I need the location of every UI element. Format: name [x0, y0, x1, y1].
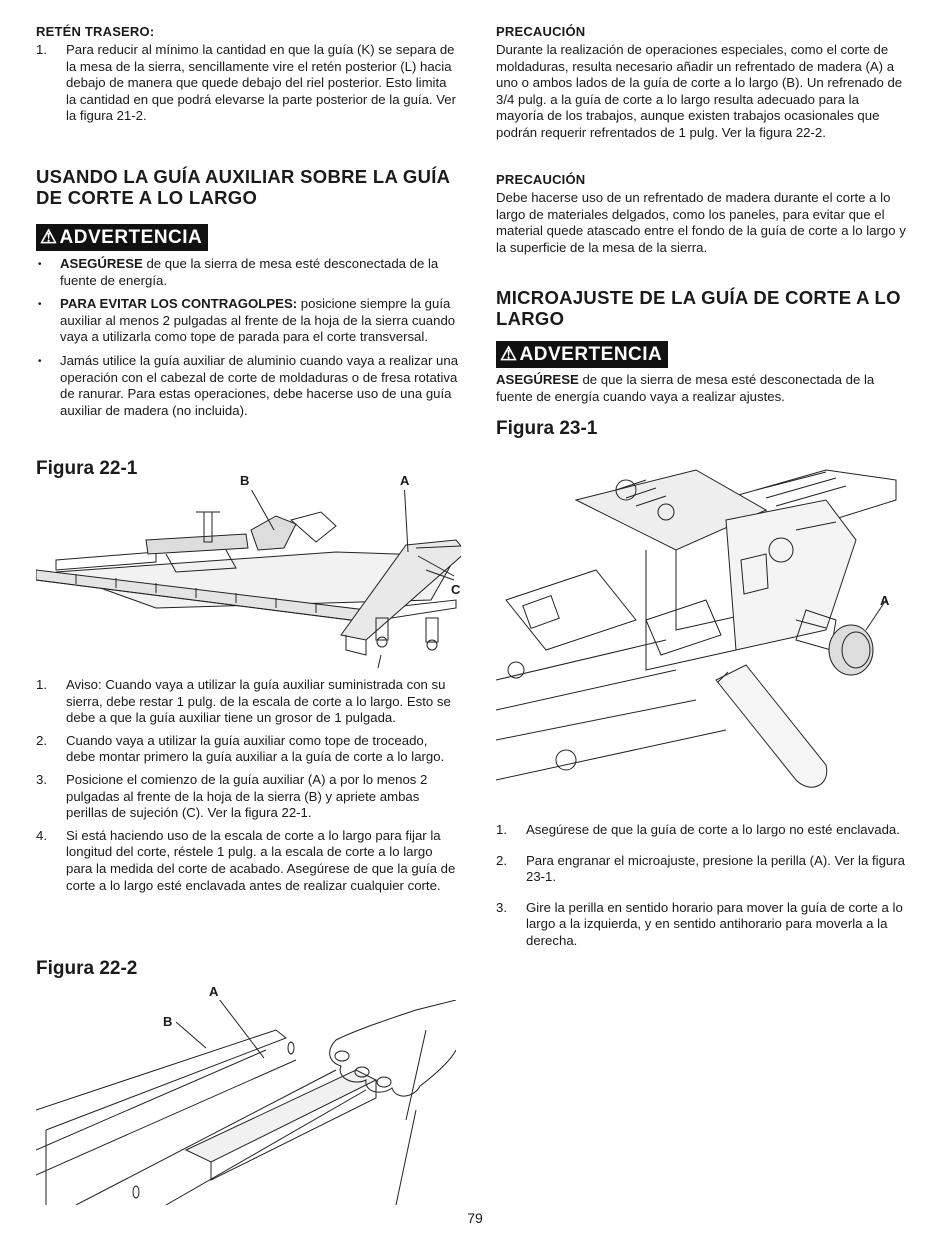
item-text: PARA EVITAR LOS CONTRAGOLPES: posicione siempre la guía auxiliar al menos 2 pulgadas al frente de la hoja de la sierra cuando vaya a utilizarla como tope de parada para el corte transversal. [60, 296, 456, 345]
item-text: Posicione el comienzo de la guía auxiliar (A) a por lo menos 2 pulgadas al frente de la hoja de la sierra (B) y apriete ambas perillas de sujeción (C). Ver la figura 22-1. [66, 771, 428, 821]
list-item [36, 677, 460, 727]
item-text: Para engranar el microajuste, presione la perilla (A). Ver la figura 23-1. [526, 852, 905, 885]
callout-a: A [400, 473, 410, 488]
callout-b: B [163, 1014, 173, 1029]
section-title-guia-auxiliar: USANDO LA GUÍA AUXILIAR SOBRE LA GUÍA DE CORTE A LO LARGO [36, 166, 450, 208]
item-text: Para reducir al mínimo la cantidad en que la guía (K) se separa de la mesa de la sierra, sencillamente vire el retén posterior (L) hacia debajo de manera que quede debajo del riel posterior. Esto limita la cantidad en que podrá elevarse la parte posterior de la guía. Ver la figura 21-2. [66, 42, 457, 124]
callout-a: A [209, 984, 219, 999]
item-text: Aviso: Cuando vaya a utilizar la guía auxiliar suministrada con su sierra, debe restar 1 pulg. de la escala de corte a lo largo. Esto se debe a que la guía auxiliar tiene un grosor de 1 pulgada. [66, 677, 451, 726]
item-number: 2. [36, 732, 47, 748]
warning-banner [496, 341, 668, 368]
warning-text: ASEGÚRESE de que la sierra de mesa esté desconectada de la fuente de energía cuando vaya a realizar ajustes. [496, 372, 875, 404]
warning-label: ADVERTENCIA [519, 344, 663, 365]
bullet-icon: • [38, 355, 42, 367]
bullet-icon: • [38, 299, 42, 311]
list-item [36, 828, 460, 894]
item-number: 1. [36, 42, 47, 57]
item-text: Asegúrese de que la guía de corte a lo largo no esté enclavada. [526, 822, 900, 837]
item-text: ASEGÚRESE de que la sierra de mesa esté desconectada de la fuente de energía. [60, 256, 439, 288]
item-number: 1. [36, 677, 47, 692]
figure-23-1-label: Figura 23-1 [496, 418, 598, 439]
callout-c: C [451, 582, 461, 597]
reten-heading: RETÉN TRASERO: [36, 24, 155, 39]
section-title-microajuste: MICROAJUSTE DE LA GUÍA DE CORTE A LO LARGO [496, 287, 901, 329]
reten-list [36, 42, 460, 125]
list-item [36, 42, 460, 125]
item-text: Gire la perilla en sentido horario para mover la guía de corte a lo largo a la izquierda, y en sentido antihorario para moverla a la derecha. [526, 899, 903, 948]
list-item [36, 353, 460, 419]
warning-triangle-icon: ⚠ [500, 344, 518, 365]
microajuste-steps [496, 822, 906, 950]
caution-text-1: Durante la realización de operaciones especiales, como el corte de moldaduras, resulta necesario añadir un refrentado de madera (A) a uno o ambos lados de la guía de corte a lo largo (B). Un refrenado de 3/4 pulg. a la guía de corte a lo largo resulta adecuado para la mayoría de los trabajos, aunque existen trabajos ocasionales que podrán requerir refrentados de 1 pulg. Ver la figura 22-2. [496, 42, 903, 140]
item-number: 1. [496, 822, 507, 837]
list-item [36, 733, 460, 766]
item-text: Si está haciendo uso de la escala de corte a lo largo para fijar la longitud del corte, réstele 1 pulg. a la escala de corte a lo largo para la medida del corte de acabado. Asegúrese de que la guía de corte a lo largo esté enclavada antes de realizar cualquier corte. [66, 827, 456, 893]
list-item [496, 853, 906, 886]
list-item [496, 822, 906, 839]
warning-bullet-list [36, 256, 460, 419]
list-item [36, 772, 460, 822]
warning-banner [36, 224, 208, 251]
callout-a: A [880, 593, 890, 608]
caution-text-2: Debe hacerse uso de un refrentado de madera durante el corte a lo largo de materiales delgados, como los paneles, para evitar que el material quede atascado entre el fondo de la guía de corte a lo largo y la superficie de la mesa de la sierra. [496, 190, 906, 255]
callout-b: B [240, 473, 250, 488]
list-item [36, 256, 460, 289]
micro-adjust-knob-drawing [496, 450, 906, 810]
caution-heading-2: PRECAUCIÓN [496, 172, 586, 187]
table-saw-fence-drawing [36, 490, 461, 670]
item-text: Jamás utilice la guía auxiliar de aluminio cuando vaya a realizar una operación con el cabezal de corte de moldaduras o de fresa rotativa de ranurar. Para estas operaciones, debe hacerse uso de una guía auxiliar de madera (no incluida). [60, 352, 459, 418]
caution-heading-1: PRECAUCIÓN [496, 24, 586, 39]
item-number: 2. [496, 852, 507, 868]
warning-triangle-icon: ⚠ [40, 227, 58, 248]
item-number: 4. [36, 827, 47, 843]
item-text: Cuando vaya a utilizar la guía auxiliar como tope de troceado, debe montar primero la guía auxiliar a la guía de corte a lo largo. [66, 732, 445, 765]
hand-wood-facing-drawing [36, 1000, 456, 1205]
figure-22-1-label: Figura 22-1 [36, 458, 138, 479]
item-number: 3. [496, 899, 507, 915]
guia-auxiliar-steps [36, 677, 460, 894]
bullet-icon: • [38, 259, 42, 270]
figure-22-2-label: Figura 22-2 [36, 958, 138, 979]
list-item [36, 296, 460, 346]
list-item [496, 900, 906, 950]
page-number: 79 [467, 1210, 483, 1226]
warning-label: ADVERTENCIA [59, 227, 203, 248]
item-number: 3. [36, 771, 47, 787]
